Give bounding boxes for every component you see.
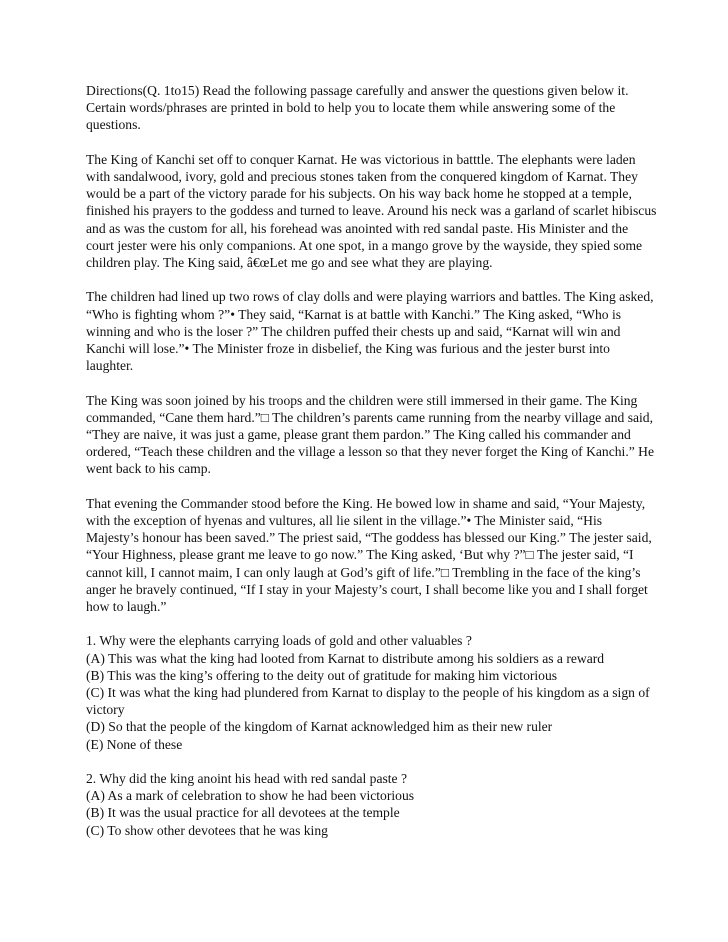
question-2-option-c: (C) To show other devotees that he was king xyxy=(86,822,328,838)
question-1-option-d: (D) So that the people of the kingdom of Karnat acknowledged him as their new ruler xyxy=(86,719,553,735)
question-1 xyxy=(86,632,658,752)
question-2 xyxy=(86,770,658,839)
question-2-stem: 2. Why did the king anoint his head with red sandal paste ? xyxy=(86,771,408,787)
question-1-option-b: (B) This was the king’s offering to the deity out of gratitude for making him victorious xyxy=(86,667,558,683)
passage-paragraph-4: That evening the Commander stood before the King. He bowed low in shame and said, “Your Majesty, with the exception of hyenas and vultures, all lie silent in the village.”• The Minister said, “His Majesty’s honour has been saved.” The priest said, “The goddess has blessed our King.” The jester said, “Your Highness, please grant me leave to go now.” The King asked, ‘But why ?”□ The jester said, “I cannot kill, I cannot maim, I can only laugh at God’s gift of life.”□ Trembling in the face of the king’s anger he bravely continued, “If I stay in your Majesty’s court, I shall become like you and I shall forget how to laugh.” xyxy=(86,495,652,615)
question-1-stem: 1. Why were the elephants carrying loads of gold and other valuables ? xyxy=(86,633,472,649)
question-1-option-c: (C) It was what the king had plundered from Karnat to display to the people of his kingdom as a sign of victory xyxy=(86,685,650,718)
passage-paragraph-2: The children had lined up two rows of clay dolls and were playing warriors and battles. The King asked, “Who is fighting whom ?”• They said, “Karnat is at battle with Kanchi.” The King asked, “Who is winning and who is the loser ?” The children puffed their chests up and said, “Karnat will win and Kanchi will lose.”• The Minister froze in disbelief, the King was furious and the jester burst into laughter. xyxy=(86,289,654,374)
question-2-option-a: (A) As a mark of celebration to show he had been victorious xyxy=(86,788,415,804)
question-2-option-b: (B) It was the usual practice for all devotees at the temple xyxy=(86,805,400,821)
question-1-option-a: (A) This was what the king had looted from Karnat to distribute among his soldiers as a reward xyxy=(86,650,605,666)
passage-paragraph-1: The King of Kanchi set off to conquer Karnat. He was victorious in batttle. The elephants were laden with sandalwood, ivory, gold and precious stones taken from the conquered kingdom of Karnat. They would be a part of the victory parade for his subjects. On his way back home he stopped at a temple, finished his prayers to the goddess and turned to leave. Around his neck was a garland of scarlet hibiscus and as was the custom for all, his forehead was anointed with red sandal paste. His Minister and the court jester were his only companions. At one spot, in a mango grove by the wayside, they spied some children play. The King said, â€œLet me go and see what they are playing. xyxy=(86,151,657,271)
directions-paragraph: Directions(Q. 1to15) Read the following passage carefully and answer the questions given below it. Certain words/phrases are printed in bold to help you to locate them while answering some of the questions. xyxy=(86,83,629,133)
question-1-option-e: (E) None of these xyxy=(86,736,183,752)
passage-paragraph-3: The King was soon joined by his troops and the children were still immersed in their game. The King commanded, “Cane them hard.”□ The children’s parents came running from the nearby village and said, “They are naive, it was just a game, please grant them pardon.” The King called his commander and ordered, “Teach these children and the village a lesson so that they never forget the King of Kanchi.” He went back to his camp. xyxy=(86,392,655,477)
document-body xyxy=(86,82,658,856)
